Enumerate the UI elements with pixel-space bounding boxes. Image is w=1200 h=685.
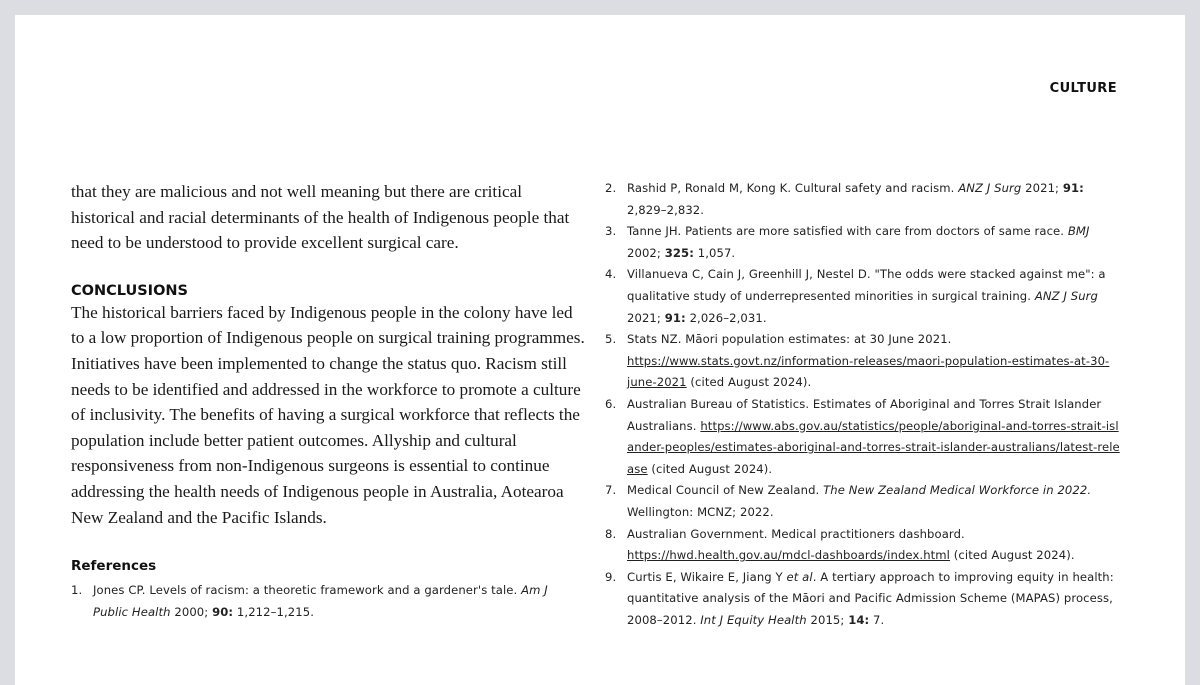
reference-2 <box>605 178 1125 221</box>
reference-journal: ANZ J Surg <box>1034 288 1098 303</box>
reference-1 <box>71 579 586 623</box>
reference-year: 2015; <box>806 612 849 627</box>
reference-number: 7. <box>605 483 617 498</box>
reference-pages: 2,829–2,832. <box>627 202 705 217</box>
reference-pages: 1,057. <box>693 245 736 260</box>
references-heading: References <box>71 558 157 575</box>
reference-text: Rashid P, Ronald M, Kong K. Cultural safety and racism. <box>627 181 959 195</box>
reference-volume: 91: <box>664 310 686 325</box>
reference-link[interactable]: https://hwd.health.gov.au/mdcl-dashboards/index.html <box>627 548 950 563</box>
reference-link[interactable]: https://www.stats.govt.nz/information-releases/maori-population-estimates-at-30-june-2021 <box>627 353 1110 390</box>
reference-list-right <box>605 178 1125 631</box>
reference-8 <box>605 524 1125 567</box>
reference-5 <box>605 329 1125 394</box>
reference-journal: BMJ <box>1067 224 1090 239</box>
reference-number: 2. <box>605 181 617 195</box>
reference-pages: 2,026–2,031. <box>685 310 767 325</box>
reference-number: 1. <box>71 583 83 598</box>
reference-3 <box>605 221 1125 264</box>
reference-number: 4. <box>605 267 617 282</box>
reference-text: Medical Council of New Zealand. <box>627 483 824 498</box>
reference-9 <box>605 567 1125 632</box>
reference-publisher: Wellington: MCNZ; 2022. <box>627 504 774 519</box>
reference-pages: 1,212–1,215. <box>233 605 314 620</box>
reference-text-continued: . A tertiary approach to improving equity in health: quantitative analysis of the Māori and Pacific Admission Scheme (MAPAS) process, 2008–2012. <box>627 569 1114 627</box>
reference-link[interactable]: https://www.abs.gov.au/statistics/people/aboriginal-and-torres-strait-islander-peoples/estimates-aboriginal-and-torres-strait-islander-australians/latest-release <box>627 418 1120 476</box>
article-page <box>15 15 1185 685</box>
reference-year: 2021; <box>1021 181 1063 195</box>
main-column <box>71 179 586 623</box>
reference-text: Australian Government. Medical practitioners dashboard. <box>627 526 965 541</box>
reference-cited: (cited August 2024). <box>647 461 773 476</box>
reference-text: Villanueva C, Cain J, Greenhill J, Nestel D. "The odds were stacked against me": a qualitative study of underrepresented minorities in surgical training. <box>627 267 1106 303</box>
reference-year: 2002; <box>627 245 665 260</box>
reference-number: 9. <box>605 569 617 584</box>
reference-7 <box>605 480 1125 523</box>
reference-text: Tanne JH. Patients are more satisfied with care from doctors of same race. <box>627 224 1068 239</box>
reference-volume: 325: <box>664 245 694 260</box>
reference-number: 3. <box>605 224 617 239</box>
reference-4 <box>605 264 1125 329</box>
reference-volume: 91: <box>1062 181 1084 195</box>
reference-number: 6. <box>605 396 617 411</box>
reference-pages: 7. <box>869 612 885 627</box>
reference-cited: (cited August 2024). <box>686 375 812 390</box>
reference-etal: et al <box>786 569 813 584</box>
reference-list-left <box>71 579 586 623</box>
reference-number: 8. <box>605 526 617 541</box>
reference-text: Jones CP. Levels of racism: a theoretic framework and a gardener's tale. <box>93 583 522 598</box>
reference-cited: (cited August 2024). <box>950 548 1075 563</box>
references-column <box>605 178 1125 631</box>
reference-text: Australian Bureau of Statistics. Estimates of Aboriginal and Torres Strait Islander Australians. <box>627 396 1102 433</box>
conclusions-heading: CONCLUSIONS <box>71 282 188 299</box>
reference-title: The New Zealand Medical Workforce in 2022. <box>823 483 1092 498</box>
reference-text: Stats NZ. Māori population estimates: at 30 June 2021. <box>627 332 952 347</box>
reference-text: Curtis E, Wikaire E, Jiang Y <box>627 569 787 584</box>
reference-year: 2021; <box>627 310 665 325</box>
reference-year: 2000; <box>170 605 213 620</box>
section-label: CULTURE <box>1049 81 1117 96</box>
reference-number: 5. <box>605 332 617 347</box>
continuation-paragraph: that they are malicious and not well meaning but there are critical historical and racial determinants of the health of Indigenous people that need to be understood to provide excellent surgical care. <box>71 182 570 253</box>
reference-journal: Int J Equity Health <box>700 612 807 627</box>
reference-volume: 90: <box>212 605 234 620</box>
reference-journal: Am J Public Health <box>93 583 548 620</box>
reference-6 <box>605 394 1125 480</box>
reference-journal: ANZ J Surg <box>958 181 1022 195</box>
conclusions-paragraph: The historical barriers faced by Indigenous people in the colony have led to a low proportion of Indigenous people on surgical training programmes. Initiatives have been implemented to change the status quo. Racism still needs to be identified and addressed in the workforce to promote a culture of inclusivity. The benefits of having a surgical workforce that reflects the population include better patient outcomes. Allyship and cultural responsiveness from non-Indigenous surgeons is essential to continue addressing the health needs of Indigenous people in Australia, Aotearoa New Zealand and the Pacific Islands. <box>71 302 585 527</box>
reference-volume: 14: <box>848 612 870 627</box>
